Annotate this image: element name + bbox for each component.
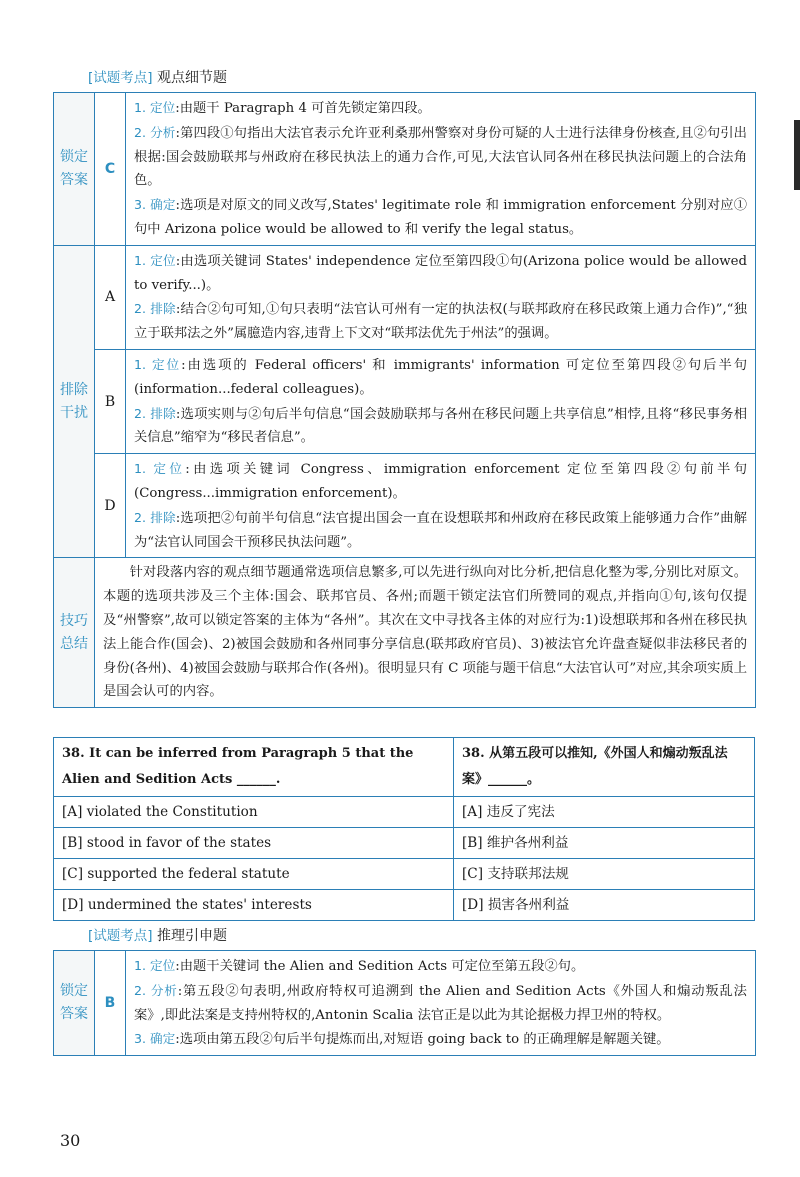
exam-point-value: 推理引申题 bbox=[157, 928, 227, 944]
step-analyze bbox=[134, 121, 747, 193]
exam-point-label: [试题考点] bbox=[88, 928, 153, 944]
analysis-table bbox=[53, 92, 756, 708]
step-label: 3. 确定 bbox=[134, 1031, 176, 1047]
answer-letter: B bbox=[95, 951, 126, 1056]
step-label: 1. 定位 bbox=[134, 461, 186, 477]
answer-letter: C bbox=[95, 93, 126, 246]
category-text: 干扰 bbox=[60, 404, 88, 421]
option-zh: [A] 违反了宪法 bbox=[454, 797, 755, 828]
analysis-body bbox=[126, 454, 756, 558]
step-confirm bbox=[134, 193, 747, 242]
step-text: :第四段①句指出大法官表示允许亚利桑那州警察对身份可疑的人士进行法律身份核查,且②句引出根据:国会鼓励联邦与州政府在移民执法上的通力合作,可见,大法官认同各州在移民执法问题上的合法角色。 bbox=[134, 125, 747, 189]
exam-point-label: [试题考点] bbox=[88, 70, 153, 86]
locate-answer-row bbox=[54, 93, 756, 246]
locate-answer-row bbox=[54, 951, 756, 1056]
step-text: :选项实则与②句后半句信息“国会鼓励联邦与各州在移民问题上共享信息”相悖,且将“移民事务相关信息”缩窄为“移民者信息”。 bbox=[134, 406, 747, 446]
category-cell bbox=[54, 951, 95, 1056]
option-row bbox=[54, 797, 755, 828]
step-confirm bbox=[134, 1027, 747, 1052]
category-cell bbox=[54, 93, 95, 246]
step-text: :第五段②句表明,州政府特权可追溯到 the Alien and Sedition Acts《外国人和煽动叛乱法案》,即此法案是支持州特权的,Antonin Scalia 法官正是以此为其论据极力捍卫州的特权。 bbox=[134, 983, 747, 1023]
step-label: 1. 定位 bbox=[134, 252, 176, 268]
category-cell bbox=[54, 245, 95, 558]
question-stem-en: 38. It can be inferred from Paragraph 5 that the Alien and Sedition Acts ______. bbox=[54, 738, 454, 797]
category-text: 技巧 bbox=[60, 612, 88, 629]
category-text: 答案 bbox=[60, 171, 88, 188]
step-exclude bbox=[134, 402, 747, 451]
step-text: :结合②句可知,①句只表明“法官认可州有一定的执法权(与联邦政府在移民政策上通力合作)”,“独立于联邦法之外”属臆造内容,违背上下文对“联邦法优先于州法”的强调。 bbox=[134, 302, 747, 342]
step-label: 2. 排除 bbox=[134, 509, 176, 525]
category-text: 总结 bbox=[60, 635, 88, 652]
step-label: 2. 排除 bbox=[134, 301, 176, 317]
option-en: [C] supported the federal statute bbox=[54, 859, 454, 890]
analysis-body bbox=[126, 951, 756, 1056]
option-row bbox=[54, 859, 755, 890]
category-cell bbox=[54, 558, 95, 708]
question-stem-zh: 38. 从第五段可以推知,《外国人和煽动叛乱法案》______。 bbox=[454, 738, 755, 797]
analysis-table bbox=[53, 950, 756, 1056]
option-en: [D] undermined the states' interests bbox=[54, 890, 454, 921]
category-text: 锁定 bbox=[60, 983, 88, 1000]
step-locate bbox=[134, 353, 747, 402]
exclude-row-a bbox=[54, 245, 756, 349]
analysis-body bbox=[126, 349, 756, 453]
summary-body bbox=[95, 558, 756, 708]
question-38-table bbox=[53, 737, 755, 921]
step-text: :由选项关键词 States' independence 定位至第四段①句(Arizona police would be allowed to verify...)。 bbox=[134, 253, 748, 293]
step-text: :选项由第五段②句后半句提炼而出,对短语 going back to 的正确理解是解题关键。 bbox=[175, 1032, 670, 1048]
option-letter: D bbox=[95, 454, 126, 558]
step-label: 2. 分析 bbox=[134, 124, 176, 140]
step-text: :由选项关键词 Congress、immigration enforcement 定位至第四段②句前半句(Congress...immigration enforcement)。 bbox=[134, 462, 747, 501]
exam-point-value: 观点细节题 bbox=[157, 70, 227, 86]
summary-text: 针对段落内容的观点细节题通常选项信息繁多,可以先进行纵向对比分析,把信息化整为零,分别比对原文。本题的选项共涉及三个主体:国会、联邦官员、各州;而题干锁定法官们所赞同的观点,并指向①句,该句仅提及“州警察”,故可以锁定答案的主体为“各州”。其次在文中寻找各主体的对应行为:1)设想联邦和各州在移民执法上能合作(国会)、2)被国会鼓励和各州同事分享信息(联邦政府官员)、3)被法官允许盘查疑似非法移民者的身份(各州)、4)被国会鼓励与联邦合作(各州)。很明显只有 C 项能与题干信息“大法官认可”对应,其余项实质上是国会认可的内容。 bbox=[103, 565, 747, 700]
step-text: :由题干关键词 the Alien and Sedition Acts 可定位至第五段②句。 bbox=[175, 959, 585, 974]
step-locate bbox=[134, 96, 747, 121]
step-label: 1. 定位 bbox=[134, 100, 176, 115]
option-en: [B] stood in favor of the states bbox=[54, 828, 454, 859]
analysis-body bbox=[126, 93, 756, 246]
step-text: :选项把②句前半句信息“法官提出国会一直在设想联邦和州政府在移民政策上能够通力合作”曲解为“法官认同国会干预移民执法问题”。 bbox=[134, 510, 747, 550]
option-zh: [B] 维护各州利益 bbox=[454, 828, 755, 859]
question-stem-row bbox=[54, 738, 755, 797]
category-text: 答案 bbox=[60, 1006, 88, 1023]
exam-point-tag bbox=[88, 66, 227, 87]
page-number: 30 bbox=[60, 1131, 81, 1150]
step-locate bbox=[134, 249, 747, 298]
exam-point-tag bbox=[88, 924, 227, 945]
category-text: 排除 bbox=[60, 381, 88, 398]
analysis-body bbox=[126, 245, 756, 349]
step-analyze bbox=[134, 979, 747, 1028]
summary-row bbox=[54, 558, 756, 708]
step-text: :由选项的 Federal officers' 和 immigrants' information 可定位至第四段②句后半句(information...federal colleagues)。 bbox=[134, 357, 747, 397]
step-exclude bbox=[134, 297, 747, 346]
option-zh: [D] 损害各州利益 bbox=[454, 890, 755, 921]
option-zh: [C] 支持联邦法规 bbox=[454, 859, 755, 890]
step-text: :选项是对原文的同义改写,States' legitimate role 和 immigration enforcement 分别对应①句中 Arizona police would be allowed to 和 verify the legal status。 bbox=[134, 198, 747, 237]
option-letter: B bbox=[95, 349, 126, 453]
option-row bbox=[54, 890, 755, 921]
option-en: [A] violated the Constitution bbox=[54, 797, 454, 828]
step-exclude bbox=[134, 506, 747, 555]
exclude-row-b bbox=[54, 349, 756, 453]
step-label: 1. 定位 bbox=[134, 958, 176, 973]
option-letter: A bbox=[95, 245, 126, 349]
option-row bbox=[54, 828, 755, 859]
step-label: 2. 排除 bbox=[134, 405, 176, 421]
step-label: 3. 确定 bbox=[134, 197, 176, 213]
step-locate bbox=[134, 457, 747, 506]
step-text: :由题干 Paragraph 4 可首先锁定第四段。 bbox=[175, 101, 431, 116]
exclude-row-d bbox=[54, 454, 756, 558]
step-locate bbox=[134, 954, 747, 979]
page-edge-tab bbox=[794, 120, 800, 190]
step-label: 1. 定位 bbox=[134, 356, 182, 372]
category-text: 锁定 bbox=[60, 148, 88, 165]
step-label: 2. 分析 bbox=[134, 982, 178, 998]
